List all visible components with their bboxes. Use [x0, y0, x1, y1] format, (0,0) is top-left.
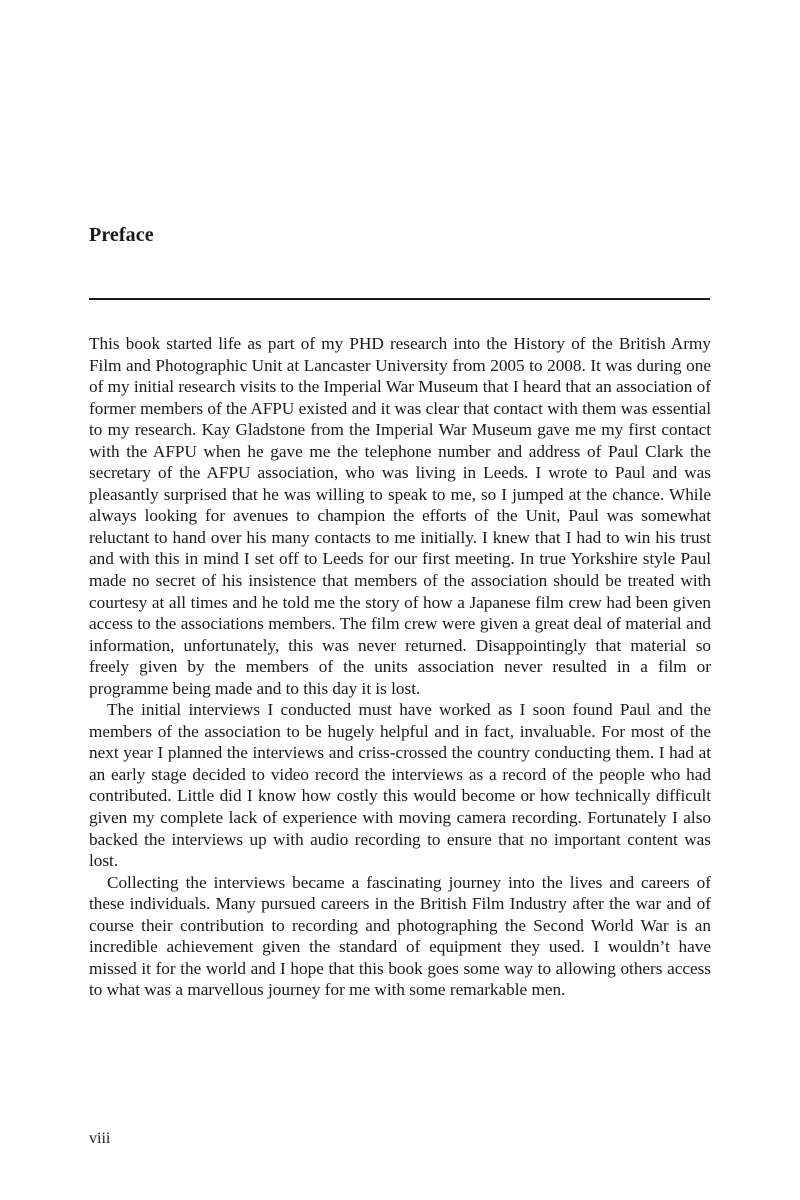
preface-body	[89, 333, 711, 1001]
paragraph-1: This book started life as part of my PHD research into the History of the British Army Film and Photographic Unit at Lancaster University from 2005 to 2008. It was during one of my initial research visits to the Imperial War Museum that I heard that an association of former members of the AFPU existed and it was clear that contact with them was essential to my research. Kay Gladstone from the Imperial War Museum gave me my first contact with the AFPU when he gave me the telephone number and address of Paul Clark the secretary of the AFPU association, who was living in Leeds. I wrote to Paul and was pleasantly surprised that he was willing to speak to me, so I jumped at the chance. While always looking for avenues to champion the efforts of the Unit, Paul was somewhat reluctant to hand over his many contacts to me initially. I knew that I had to win his trust and with this in mind I set off to Leeds for our first meeting. In true Yorkshire style Paul made no secret of his insistence that members of the association should be treated with courtesy at all times and he told me the story of how a Japanese film crew had been given access to the associations members. The film crew were given a great deal of material and information, unfortunately, this was never returned. Disappointingly that material so freely given by the members of the units association never resulted in a film or programme being made and to this day it is lost.	[89, 334, 711, 698]
paragraph-3: Collecting the interviews became a fascinating journey into the lives and careers of these individuals. Many pursued careers in the British Film Industry after the war and of course their contribution to recording and photographing the Second World War is an incredible achievement given the standard of equipment they used. I wouldn’t have missed it for the world and I hope that this book goes some way to allowing others access to what was a marvellous journey for me with some remarkable men.	[89, 872, 711, 1000]
title-divider	[89, 298, 710, 300]
paragraph-2: The initial interviews I conducted must have worked as I soon found Paul and the members of the association to be hugely helpful and in fact, invaluable. For most of the next year I planned the interviews and criss-crossed the country conducting them. I had at an early stage decided to video record the interviews as a record of the people who had contributed. Little did I know how costly this would become or how technically difficult given my complete lack of experience with moving camera recording. Fortunately I also backed the interviews up with audio recording to ensure that no important content was lost.	[89, 700, 711, 871]
page-number: viii	[89, 1130, 111, 1147]
page-title: Preface	[89, 224, 154, 246]
